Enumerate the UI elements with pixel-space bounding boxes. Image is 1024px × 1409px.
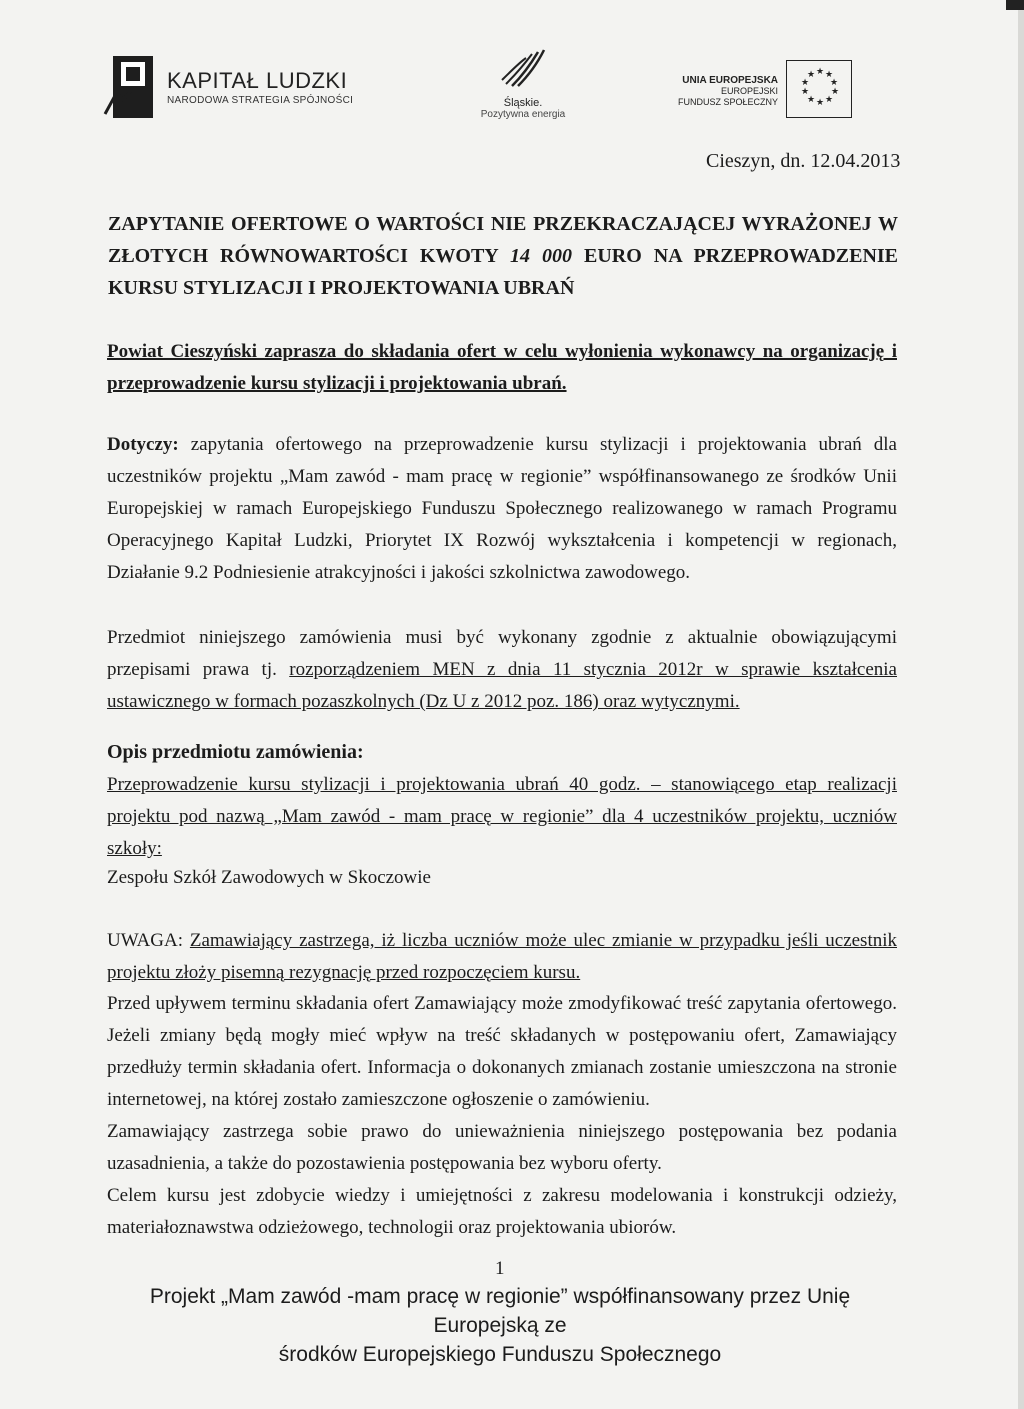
eu-logo (678, 64, 852, 118)
regulation-reference: rozporządzeniem MEN z dnia 11 stycznia 2012r w sprawie kształcenia ustawicznego w formach pozaszkolnych (Dz U z 2012 poz. 186) oraz wytycznymi. (107, 659, 897, 712)
slaskie-tagline: Pozytywna energia (480, 109, 566, 120)
page-number: 1 (495, 1258, 505, 1279)
slaskie-name: Śląskie. (503, 97, 543, 109)
slaskie-logo (478, 46, 568, 120)
svg-text:★: ★ (830, 78, 839, 88)
dotyczy-paragraph: Dotyczy: zapytania ofertowego na przeprowadzenie kursu stylizacji i projektowania ubrań dla uczestników projektu „Mam zawód - mam pracę w regionie” współfinansowanego ze środków Unii Europejskiej w ramach Europejskiego Funduszu Społecznego realizowanego w ramach Programu Operacyjnego Kapitał Ludzki, Priorytet IX Rozwój wykształcenia i kompetencji w regionach, Działanie 9.2 Podniesienie atrakcyjności i jakości szkolnictwa zawodowego. (107, 434, 897, 583)
svg-text:★: ★ (801, 87, 810, 97)
kapital-ludzki-emblem-icon (113, 56, 153, 118)
eu-line2: EUROPEJSKI (721, 86, 779, 97)
svg-text:★: ★ (801, 78, 810, 88)
svg-text:★: ★ (831, 87, 840, 97)
svg-text:★: ★ (807, 95, 816, 105)
cancellation-paragraph: Zamawiający zastrzega sobie prawo do unieważnienia niniejszego postępowania bez podania uzasadnienia, a także do pozostawienia postępowania bez wyboru oferty. (107, 1121, 897, 1174)
document-date: Cieszyn, dn. 12.04.2013 (706, 150, 901, 172)
school-name: Zespołu Szkół Zawodowych w Skoczowie (107, 867, 431, 888)
eu-line3: FUNDUSZ SPOŁECZNY (678, 96, 779, 107)
svg-text:★: ★ (825, 70, 834, 80)
uwaga-paragraph: UWAGA: Zamawiający zastrzega, iż liczba uczniów może ulec zmianie w przypadku jeśli uczestnik projektu złoży pisemną rezygnację przed rozpoczęciem kursu. (107, 930, 898, 983)
modification-paragraph: Przed upływem terminu składania ofert Zamawiający może zmodyfikować treść zapytania ofertowego. Jeżeli zmiany będą mogły mieć wpływ na treść składanych w postępowaniu ofert, Zamawiający przedłuży termin składania ofert. Informacja o dokonanych zmianach zostanie umieszczona na stronie internetowej, na której zostało zamieszczone ogłoszenie o zamówieniu. (107, 993, 897, 1110)
dotyczy-label: Dotyczy: (107, 434, 179, 455)
kapital-ludzki-title: KAPITAŁ LUDZKI (167, 68, 348, 93)
intro-paragraph: Powiat Cieszyński zaprasza do składania ofert w celu wyłonienia wykonawcy na organizację i przeprowadzenie kursu stylizacji i projektowania ubrań. (107, 341, 897, 394)
svg-text:★: ★ (825, 95, 834, 105)
footer-line1: Projekt „Mam zawód -mam pracę w regionie” współfinansowany przez Unię Europejską ze (149, 1285, 851, 1337)
przedmiot-paragraph: Przedmiot niniejszego zamówienia musi być wykonany zgodnie z aktualnie obowiązującymi przepisami prawa tj. rozporządzeniem MEN z dnia 11 stycznia 2012r w sprawie kształcenia ustawicznego w formach pozaszkolnych (Dz U z 2012 poz. 186) oraz wytycznymi. (107, 627, 897, 712)
scan-corner-mark (1006, 0, 1024, 10)
eu-line1: UNIA EUROPEJSKA (682, 74, 779, 86)
document-title: ZAPYTANIE OFERTOWE O WARTOŚCI NIE PRZEKRACZAJĄCEJ WYRAŻONEJ W ZŁOTYCH RÓWNOWARTOŚCI KWOTY 14 000 EURO NA PRZEPROWADZENIE KURSU STYLIZACJI I PROJEKTOWANIA UBRAŃ (108, 213, 899, 299)
uwaga-label: UWAGA: (107, 930, 183, 951)
svg-text:★: ★ (807, 70, 816, 80)
opis-heading: Opis przedmiotu zamówienia: (107, 741, 364, 763)
scan-edge (1018, 0, 1024, 1409)
opis-paragraph: Przeprowadzenie kursu stylizacji i projektowania ubrań 40 godz. – stanowiącego etap realizacji projektu pod nazwą „Mam zawód - mam pracę w regionie” dla 4 uczestników projektu, uczniów szkoły: (107, 774, 897, 859)
slaskie-swirl-icon (478, 46, 568, 92)
course-goal-paragraph: Celem kursu jest zdobycie wiedzy i umiejętności z zakresu modelowania i konstrukcji odzieży, materiałoznawstwa odzieżowego, technologii oraz projektowania ubiorów. (107, 1185, 897, 1238)
svg-text:★: ★ (816, 98, 825, 108)
eu-flag-icon (786, 60, 852, 118)
kapital-ludzki-logo (113, 56, 353, 118)
svg-text:★: ★ (816, 67, 825, 77)
kapital-ludzki-subtitle: NARODOWA STRATEGIA SPÓJNOŚCI (167, 95, 354, 106)
footer-line2: środków Europejskiego Funduszu Społecznego (278, 1343, 722, 1366)
footer (100, 1282, 900, 1369)
